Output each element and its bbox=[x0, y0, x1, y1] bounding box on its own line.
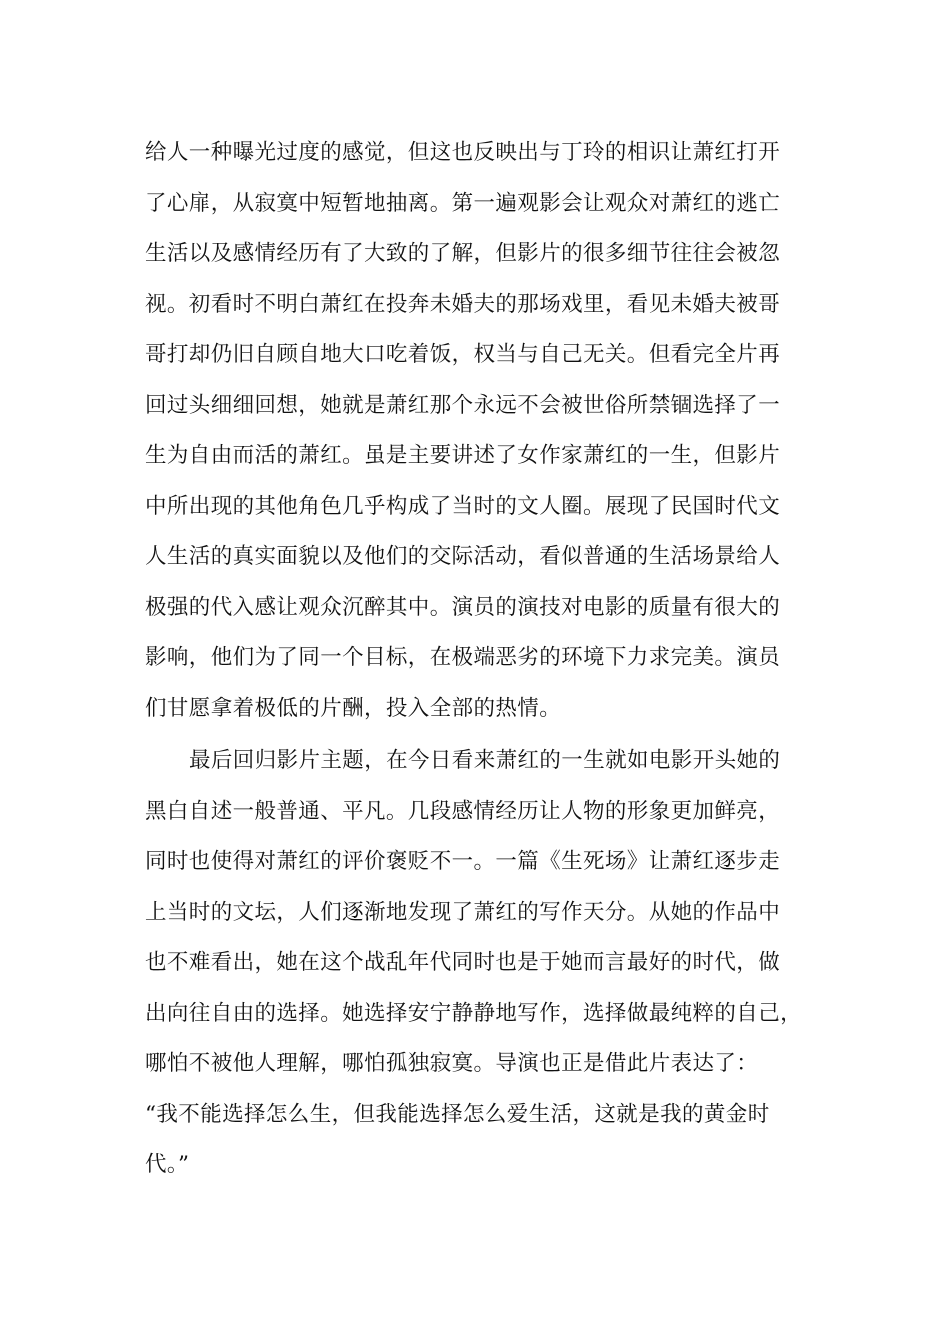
text-line: 生活以及感情经历有了大致的了解，但影片的很多细节往往会被忽 bbox=[145, 241, 781, 266]
text-line: 上当时的文坛，人们逐渐地发现了萧红的写作天分。从她的作品中 bbox=[145, 899, 781, 925]
text-line: 代。” bbox=[145, 1152, 190, 1177]
text-line: 生为自由而活的萧红。虽是主要讲述了女作家萧红的一生，但影片 bbox=[145, 443, 781, 468]
text-line: “我不能选择怎么生，但我能选择怎么爱生活，这就是我的黄金时 bbox=[145, 1101, 770, 1127]
text-line: 哥打却仍旧自顾自地大口吃着饭，权当与自己无关。但看完全片再 bbox=[145, 342, 781, 367]
text-line: 哪怕不被他人理解，哪怕孤独寂寞。导演也正是借此片表达了： bbox=[145, 1051, 759, 1076]
text-line: 给人一种曝光过度的感觉，但这也反映出与丁玲的相识让萧红打开 bbox=[145, 140, 781, 165]
paragraph-2 bbox=[145, 736, 815, 1191]
text-line: 人生活的真实面貌以及他们的交际活动，看似普通的生活场景给人 bbox=[145, 544, 781, 569]
text-line: 了心扉，从寂寞中短暂地抽离。第一遍观影会让观众对萧红的逃亡 bbox=[145, 190, 781, 216]
text-line: 也不难看出，她在这个战乱年代同时也是于她而言最好的时代，做 bbox=[145, 950, 781, 975]
text-line: 最后回归影片主题，在今日看来萧红的一生就如电影开头她的 bbox=[189, 748, 781, 773]
text-line: 影响，他们为了同一个目标，在极端恶劣的环境下力求完美。演员 bbox=[145, 645, 781, 670]
text-line: 出向往自由的选择。她选择安宁静静地写作，选择做最纯粹的自己， bbox=[145, 1000, 803, 1026]
text-line: 视。初看时不明白萧红在投奔未婚夫的那场戏里，看见未婚夫被哥 bbox=[145, 291, 781, 317]
text-line: 极强的代入感让观众沉醉其中。演员的演技对电影的质量有很大的 bbox=[145, 594, 781, 620]
text-line: 同时也使得对萧红的评价褒贬不一。一篇《生死场》让萧红逐步走 bbox=[145, 849, 781, 874]
text-line: 中所出现的其他角色几乎构成了当时的文人圈。展现了民国时代文 bbox=[145, 493, 781, 519]
text-line: 们甘愿拿着极低的片酬，投入全部的热情。 bbox=[145, 695, 562, 721]
document-body bbox=[145, 128, 815, 1191]
text-line: 黑白自述一般普通、平凡。几段感情经历让人物的形象更加鲜亮， bbox=[145, 798, 781, 824]
text-line: 回过头细细回想，她就是萧红那个永远不会被世俗所禁锢选择了一 bbox=[145, 392, 781, 418]
paragraph-1 bbox=[145, 128, 815, 734]
